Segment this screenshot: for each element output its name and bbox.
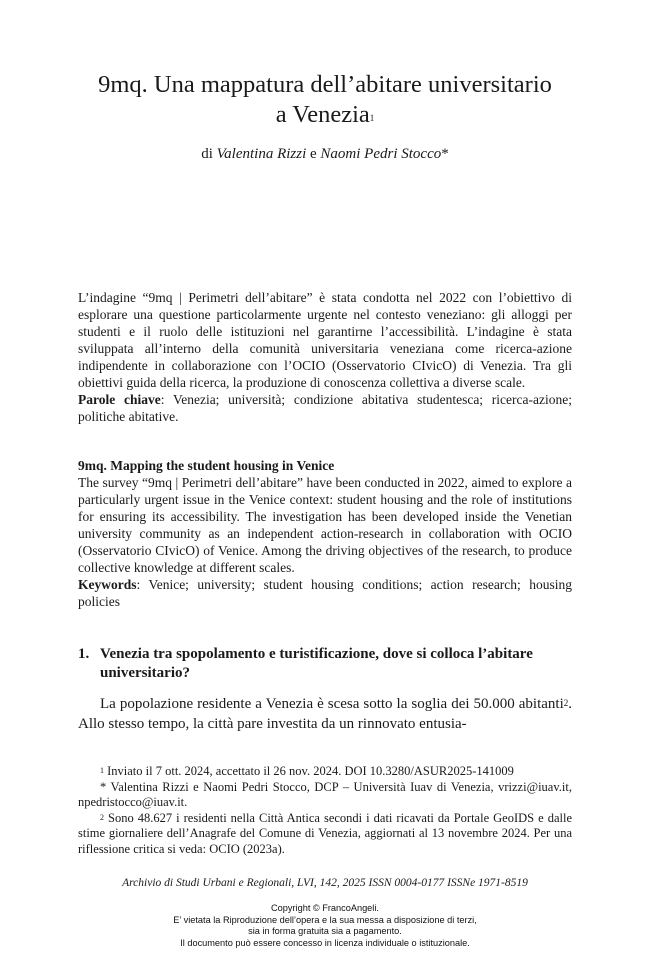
footnote-2 (78, 811, 572, 858)
footnote-2-mark: 2 (100, 812, 104, 822)
title-line-1: 9mq. Una mappatura dell’abitare universitario (98, 71, 552, 98)
keywords-english-label: Keywords (78, 577, 137, 592)
body-paragraph-text (78, 694, 572, 734)
footnote-1-text: Inviato il 7 ott. 2024, accettato il 26 nov. 2024. DOI 10.3280/ASUR2025-141009 (104, 764, 514, 778)
title-footnote-ref: 1 (369, 113, 375, 123)
author-prefix: di (201, 146, 213, 162)
body-text-part-1: La popolazione residente a Venezia è scesa sotto la soglia dei 50.000 abitanti (100, 696, 564, 712)
journal-citation: Archivio di Studi Urbani e Regionali, LVI, 142, 2025 ISSN 0004-0177 ISSNe 1971-8519 (122, 877, 528, 889)
section-heading (78, 645, 572, 683)
footnote-1 (78, 764, 572, 780)
abstract-italian (78, 289, 572, 425)
keywords-english-list: : Venice; university; student housing conditions; action research; housing policies (78, 577, 572, 609)
abstract-english-text: The survey “9mq | Perimetri dell’abitare” have been conducted in 2022, aimed to explore a particularly urgent issue in the Venice context: student housing and the role of institutions for ensuring its accessibility. The investigation has been developed inside the Venetian university community as an independent action-research in collaboration with OCIO (Osservatorio CIvicO) of Venice. Among the driving objectives of the research, to produce collective knowledge at different scales. (78, 475, 572, 575)
author-conjunction: e (310, 146, 317, 162)
abstract-english-title: 9mq. Mapping the student housing in Venice (78, 458, 335, 473)
copyright-line-2: E’ vietata la Riproduzione dell’opera e la sua messa a disposizione di terzi, (173, 914, 477, 925)
body-paragraph (78, 694, 572, 734)
author-2: Naomi Pedri Stocco (320, 146, 442, 162)
author-mark: * (441, 146, 449, 162)
article-title (60, 70, 590, 130)
section-title: Venezia tra spopolamento e turistificazione, dove si colloca l’abitare universitario? (100, 646, 533, 681)
keywords-italian (78, 391, 572, 425)
copyright-notice (60, 903, 590, 950)
copyright-line-4: Il documento può essere concesso in licenza individuale o istituzionale. (180, 938, 470, 949)
author-line (60, 146, 590, 163)
abstract-english (78, 457, 572, 610)
keywords-italian-list: : Venezia; università; condizione abitativa studentesca; ricerca-azione; politiche abitative. (78, 392, 572, 424)
author-1: Valentina Rizzi (216, 146, 307, 162)
body-footnote-ref: 2 (563, 698, 569, 708)
section-number: 1. (78, 646, 90, 662)
copyright-line-3: sia in forma gratuita sia a pagamento. (248, 926, 402, 937)
abstract-italian-text: L’indagine “9mq | Perimetri dell’abitare” è stata condotta nel 2022 con l’obiettivo di esplorare una questione particolarmente urgente nel contesto veneziano: gli alloggi per studenti e il ruolo delle istituzioni nel garantirne l’accessibilità. L’indagine è stata sviluppata all’interno della comunità universitaria veneziana come ricerca-azione indipendente in collaborazione con l’OCIO (Osservatorio CIvicO) di Venezia. Tra gli obiettivi guida della ricerca, la produzione di conoscenza collettiva a diverse scale. (78, 290, 572, 390)
footnote-star-text: * Valentina Rizzi e Naomi Pedri Stocco, DCP – Università Iuav di Venezia, vrizzi@iuav.it, npedristocco@iuav.it. (78, 779, 572, 809)
keywords-italian-label: Parole chiave (78, 392, 161, 407)
body-text-part-2: . Allo stesso tempo, la città pare investita da un rinnovato entusia- (78, 696, 572, 732)
footnote-2-text: Sono 48.627 i residenti nella Città Antica secondi i dati ricavati da Portale GeoIDS e dalle stime giornaliere dell’Anagrafe del Comune di Venezia, aggiornati al 13 novembre 2024. Per una riflessione critica si veda: OCIO (2023a). (78, 810, 572, 856)
keywords-english (78, 576, 572, 610)
footnotes (78, 764, 572, 857)
copyright-line-1: Copyright © FrancoAngeli. (271, 903, 379, 913)
footnote-1-mark: 1 (100, 766, 104, 775)
title-line-2: a Venezia (275, 101, 370, 128)
footnote-star (78, 780, 572, 811)
